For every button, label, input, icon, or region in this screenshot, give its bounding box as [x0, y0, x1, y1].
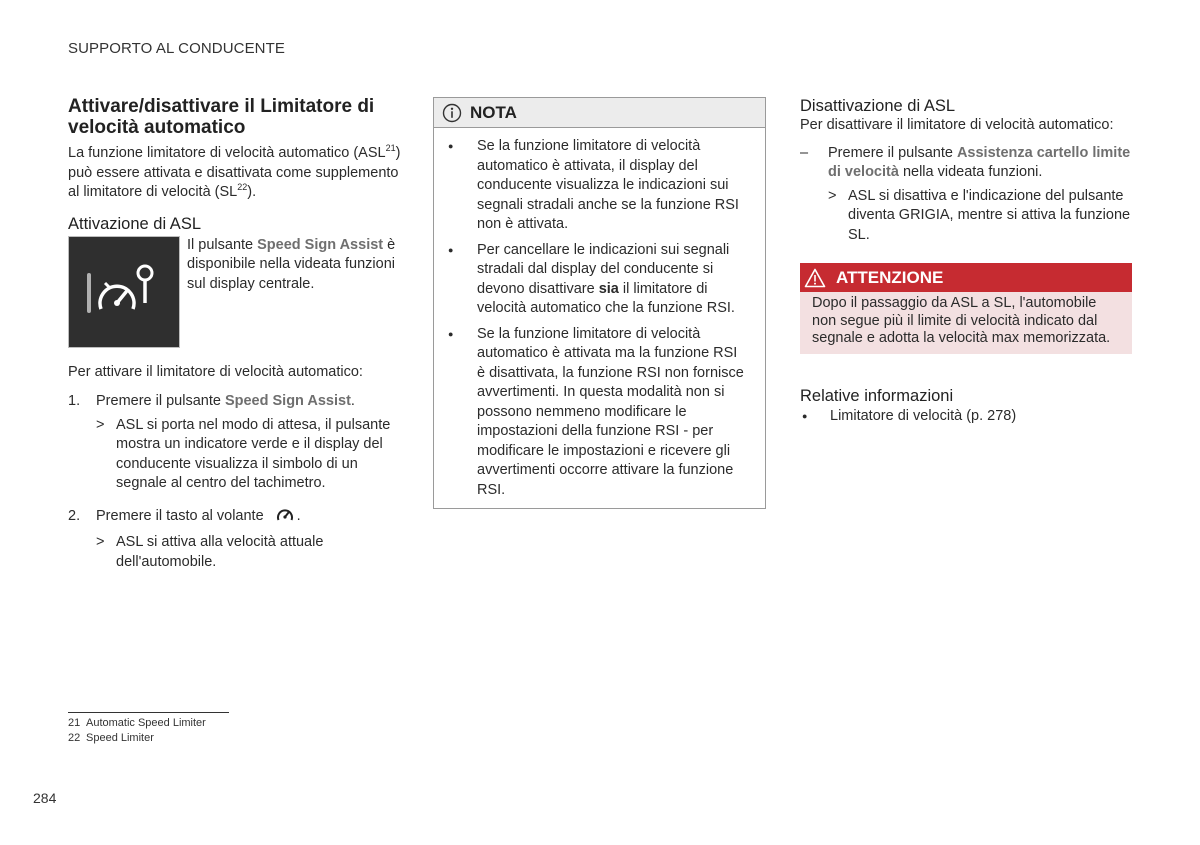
related-info-heading: Relative informazioni [800, 386, 954, 405]
intro-text-b: ) può essere attivata e disattivata come supplemento al limitatore di velocità (SL [68, 145, 401, 200]
activation-steps [68, 392, 403, 572]
section-title: Attivare/disattivare il Limitatore di velocità automatico [68, 96, 375, 138]
step1-text-a: Premere il pulsante [96, 393, 225, 409]
note-bullet [446, 325, 749, 501]
intro-paragraph [68, 144, 403, 203]
note-b2-emphasis: sia [598, 280, 619, 297]
result-text: ASL si disattiva e l'indicazione del pulsante diventa GRIGIA, mentre si attiva la funzione SL. [848, 187, 1131, 243]
bullet-marker: ● [448, 141, 454, 151]
warning-body: Dopo il passaggio da ASL a SL, l'automobile non segue più il limite di velocità indicato dal segnale e adotta la velocità max memorizzata. [800, 292, 1132, 354]
result-marker: > [96, 416, 105, 433]
warning-title: ATTENZIONE [836, 267, 944, 287]
column-left [68, 96, 403, 572]
deactivation-step-text [828, 144, 1132, 183]
step-number: 2. [68, 507, 81, 524]
footnote-ref-22[interactable]: 22 [237, 182, 248, 193]
result-marker: > [96, 534, 105, 550]
result-text: ASL si porta nel modo di attesa, il pulsante mostra un indicatore verde e il display del conducente visualizza il simbolo di un segnale al centro del tachimetro. [116, 416, 391, 491]
footnote-number: 21 [68, 717, 81, 729]
note-bullet [446, 137, 749, 235]
step-text [96, 507, 301, 530]
step-2 [68, 507, 403, 530]
deactivation-lead: Per disattivare il limitatore di velocità automatico: [800, 117, 1114, 133]
footnote-21 [68, 717, 206, 729]
note-bullet-text: Se la funzione limitatore di velocità automatico è attivata ma la funzione RSI è disattivata, la funzione RSI non fornisce avvertimenti. In questa modalità non si possono nemmeno modificare le impostazioni della funzione RSI - per modificare le impostazioni e ricevere gli avvertimenti occorre attivare la funzione RSI. [477, 325, 744, 498]
bullet-marker: ● [448, 244, 454, 255]
warning-header [800, 263, 1132, 292]
speedometer-icon [276, 507, 294, 530]
speed-limit-sign-assist-label: Assistenza cartello limite di velocità [828, 144, 1131, 180]
note-b2-text-b: il limitatore di velocità automatico che la funzione RSI. [477, 280, 735, 316]
dash-text-a: Premere il pulsante [828, 144, 957, 161]
step-text [96, 392, 355, 412]
footnote-text: Automatic Speed Limiter [86, 717, 206, 729]
speed-sign-assist-icon [68, 236, 180, 348]
note-title: NOTA [470, 102, 517, 122]
deactivation-result [800, 187, 1132, 246]
page-number: 284 [33, 790, 57, 806]
dash-marker: – [800, 144, 809, 161]
asl-button-block [68, 236, 403, 348]
step2-text-b: . [296, 507, 301, 524]
footnote-22 [68, 732, 154, 744]
column-right [800, 96, 1132, 426]
step1-text-b: . [350, 393, 355, 409]
step2-text-a: Premere il tasto al volante [96, 507, 264, 524]
info-circle-icon [442, 103, 462, 123]
footnote-ref-21[interactable]: 21 [385, 143, 396, 154]
asl-text-a: Il pulsante [187, 236, 258, 253]
related-link[interactable]: Limitatore di velocità (p. 278) [830, 407, 1017, 424]
asl-button-description [187, 236, 401, 295]
note-bullet-text [477, 241, 749, 319]
footnote-text: Speed Limiter [86, 732, 154, 744]
deactivation-heading: Disattivazione di ASL [800, 97, 956, 115]
speed-sign-assist-label: Speed Sign Assist [224, 393, 351, 409]
note-bullet [446, 241, 749, 319]
note-b2-text-a: Per cancellare le indicazioni sui segnali stradali dal display del conducente si devono disattivare [477, 241, 730, 297]
speed-sign-assist-label: Speed Sign Assist [257, 236, 384, 253]
activation-lead: Per attivare il limitatore di velocità automatico: [68, 363, 363, 380]
asl-text-b: è disponibile nella videata funzioni sul display centrale. [187, 236, 396, 292]
result-text: ASL si attiva alla velocità attuale dell'automobile. [116, 534, 324, 570]
intro-text-c: ). [247, 184, 257, 200]
result-marker: > [828, 187, 837, 204]
note-box [433, 97, 766, 509]
dash-text-b: nella videata funzioni. [898, 164, 1043, 180]
column-middle [433, 97, 766, 509]
related-item[interactable] [800, 407, 1132, 427]
footnote-divider [68, 712, 229, 713]
deactivation-step [800, 144, 1132, 183]
activation-heading: Attivazione di ASL [68, 214, 201, 233]
step-number: 1. [68, 393, 81, 409]
page-header: SUPPORTO AL CONDUCENTE [68, 40, 285, 57]
note-bullet-text: Se la funzione limitatore di velocità automatico è attivata, il display del conducente visualizza le indicazioni sui segnali stradali anche se la funzione RSI non è attivata. [477, 138, 739, 232]
warning-triangle-icon [804, 268, 826, 288]
bullet-marker: ● [802, 410, 808, 421]
note-header [434, 98, 765, 128]
step-1 [68, 392, 403, 412]
bullet-marker: ● [448, 328, 454, 339]
intro-text-a: La funzione limitatore di velocità automatico (ASL [68, 145, 386, 161]
step-2-result [68, 533, 403, 572]
footnote-number: 22 [68, 732, 81, 744]
note-body [434, 128, 765, 508]
step-1-result [68, 416, 403, 494]
